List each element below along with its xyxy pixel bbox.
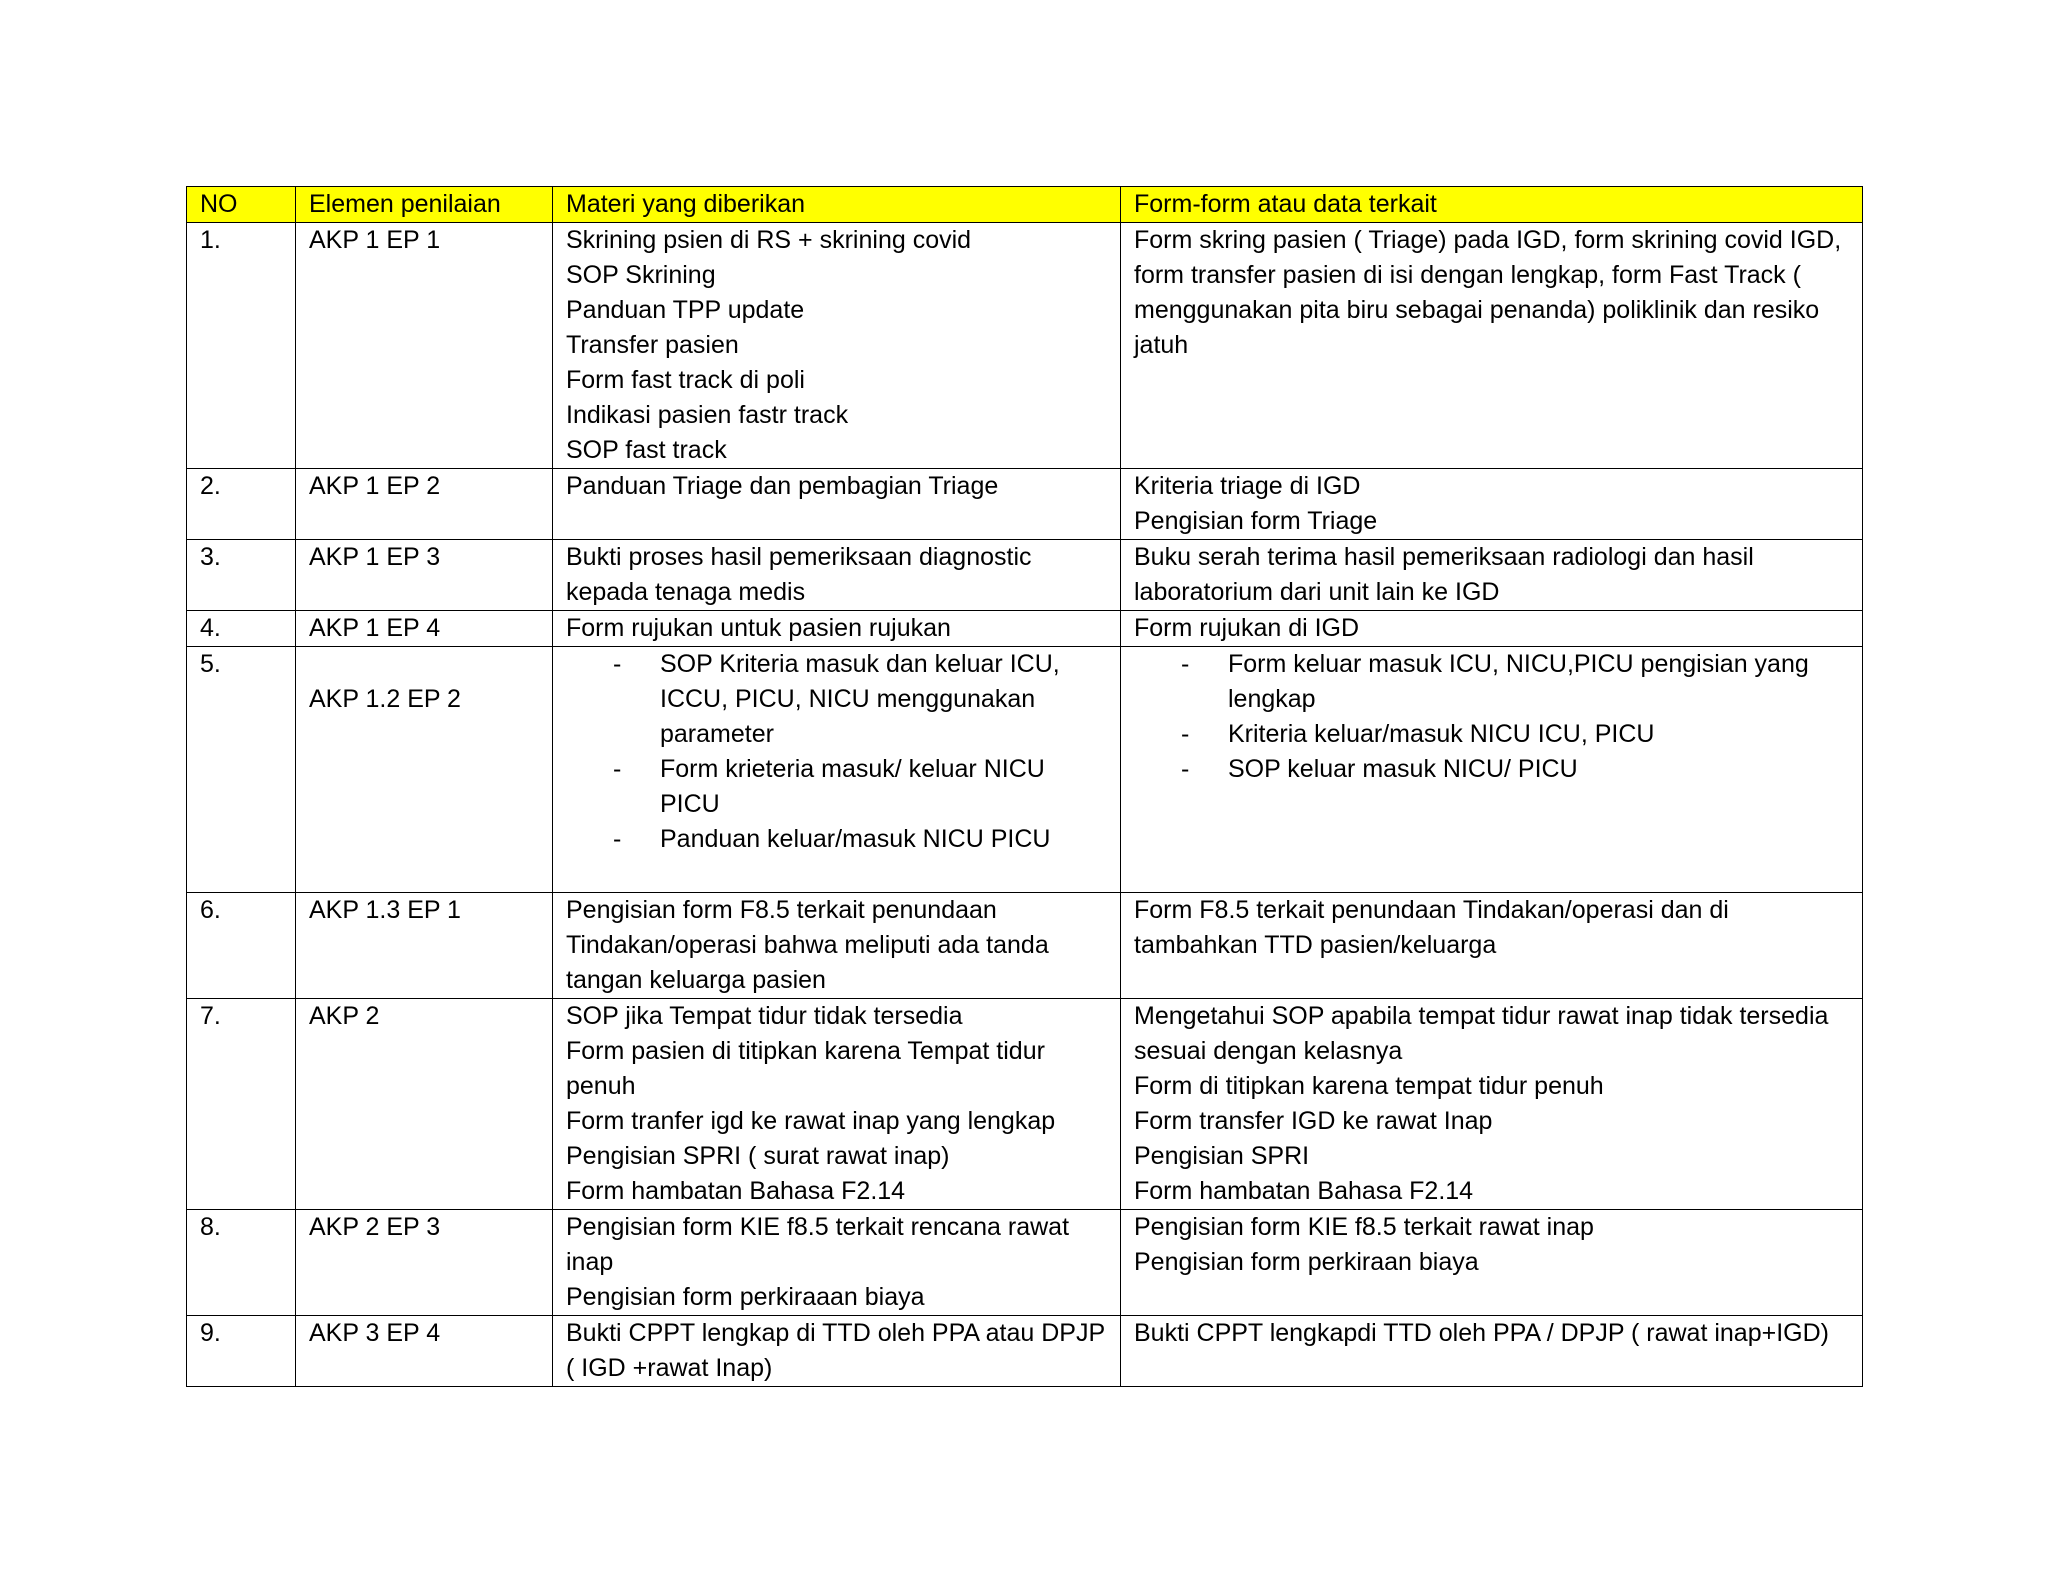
- table-row: [187, 893, 1863, 999]
- material-line: SOP jika Tempat tidur tidak tersedia: [566, 1002, 963, 1030]
- forms-line: Pengisian form KIE f8.5 terkait rawat inap: [1134, 1213, 1594, 1241]
- material-line: Form hambatan Bahasa F2.14: [566, 1177, 906, 1205]
- row-element: AKP 2 EP 3: [296, 1210, 553, 1316]
- row-material: [553, 1210, 1121, 1316]
- forms-bullet-list: [1134, 647, 1849, 787]
- row-number: 7.: [187, 999, 296, 1210]
- row-number: 8.: [187, 1210, 296, 1316]
- material-line: Pengisian form F8.5 terkait penundaan Tindakan/operasi bahwa meliputi ada tanda tangan keluarga pasien: [566, 896, 1049, 994]
- row-forms: [1121, 999, 1863, 1210]
- forms-line: Form F8.5 terkait penundaan Tindakan/operasi dan di tambahkan TTD pasien/keluarga: [1134, 896, 1729, 959]
- material-line: Form fast track di poli: [566, 366, 805, 394]
- row-forms: [1121, 540, 1863, 611]
- row-element: AKP 2: [296, 999, 553, 1210]
- table-row: [187, 469, 1863, 540]
- material-line: Panduan TPP update: [566, 296, 805, 324]
- row-forms: [1121, 223, 1863, 469]
- header-forms: Form-form atau data terkait: [1121, 187, 1863, 223]
- material-line: Form rujukan untuk pasien rujukan: [566, 614, 951, 642]
- table-body: [187, 223, 1863, 1387]
- forms-line: Bukti CPPT lengkapdi TTD oleh PPA / DPJP ( rawat inap+IGD): [1134, 1319, 1829, 1347]
- row-element: AKP 1.3 EP 1: [296, 893, 553, 999]
- forms-line: Kriteria triage di IGD: [1134, 472, 1361, 500]
- header-element: Elemen penilaian: [296, 187, 553, 223]
- row-number: 6.: [187, 893, 296, 999]
- row-forms: [1121, 611, 1863, 647]
- row-element: AKP 1 EP 1: [296, 223, 553, 469]
- row-number: 4.: [187, 611, 296, 647]
- row-forms: [1121, 647, 1863, 893]
- material-line: Form tranfer igd ke rawat inap yang lengkap: [566, 1107, 1056, 1135]
- table-row: [187, 1316, 1863, 1387]
- row-forms: [1121, 1316, 1863, 1387]
- row-number: 5.: [187, 647, 296, 893]
- table-row: [187, 647, 1863, 893]
- table-row: [187, 611, 1863, 647]
- row-number: 9.: [187, 1316, 296, 1387]
- row-material: [553, 469, 1121, 540]
- material-line: Pengisian form perkiraaan biaya: [566, 1283, 925, 1311]
- row-number: 3.: [187, 540, 296, 611]
- forms-line: Buku serah terima hasil pemeriksaan radiologi dan hasil laboratorium dari unit lain ke IGD: [1134, 543, 1754, 606]
- row-element: AKP 1 EP 4: [296, 611, 553, 647]
- row-material: [553, 223, 1121, 469]
- forms-line: Pengisian form Triage: [1134, 507, 1378, 535]
- forms-line: Form di titipkan karena tempat tidur penuh: [1134, 1072, 1604, 1100]
- forms-line: Pengisian form perkiraan biaya: [1134, 1248, 1479, 1276]
- table-row: [187, 999, 1863, 1210]
- forms-line: Mengetahui SOP apabila tempat tidur rawat inap tidak tersedia sesuai dengan kelasnya: [1134, 1002, 1829, 1065]
- row-material: [553, 1316, 1121, 1387]
- material-line: Panduan Triage dan pembagian Triage: [566, 472, 999, 500]
- material-line: Indikasi pasien fastr track: [566, 401, 849, 429]
- forms-line: Form transfer IGD ke rawat Inap: [1134, 1107, 1493, 1135]
- forms-line: Form rujukan di IGD: [1134, 614, 1360, 642]
- forms-line: Pengisian SPRI: [1134, 1142, 1310, 1170]
- row-element: AKP 1 EP 2: [296, 469, 553, 540]
- material-line: Form pasien di titipkan karena Tempat tidur penuh: [566, 1037, 1045, 1100]
- material-line: SOP Skrining: [566, 261, 716, 289]
- material-line: SOP fast track: [566, 436, 727, 464]
- material-line: Skrining psien di RS + skrining covid: [566, 226, 972, 254]
- row-element-text: AKP 1.2 EP 2: [309, 685, 461, 713]
- row-material: [553, 647, 1121, 893]
- forms-line: Form skring pasien ( Triage) pada IGD, form skrining covid IGD, form transfer pasien di isi dengan lengkap, form Fast Track ( menggunakan pita biru sebagai penanda) poliklinik dan resiko jatuh: [1134, 226, 1842, 359]
- material-bullet-list: [566, 647, 1107, 857]
- list-item: - Panduan keluar/masuk NICU PICU: [566, 822, 1107, 857]
- row-forms: [1121, 893, 1863, 999]
- table-row: [187, 540, 1863, 611]
- row-element: [296, 647, 553, 893]
- forms-line: Form hambatan Bahasa F2.14: [1134, 1177, 1474, 1205]
- material-line: Bukti proses hasil pemeriksaan diagnostic kepada tenaga medis: [566, 543, 1032, 606]
- row-forms: [1121, 1210, 1863, 1316]
- list-item: - Form keluar masuk ICU, NICU,PICU pengisian yang lengkap: [1134, 647, 1849, 717]
- row-material: [553, 540, 1121, 611]
- table-row: [187, 1210, 1863, 1316]
- material-line: Pengisian SPRI ( surat rawat inap): [566, 1142, 950, 1170]
- row-forms: [1121, 469, 1863, 540]
- material-line: Bukti CPPT lengkap di TTD oleh PPA atau DPJP ( IGD +rawat Inap): [566, 1319, 1105, 1382]
- list-item: - SOP keluar masuk NICU/ PICU: [1134, 752, 1849, 787]
- list-item: - Form krieteria masuk/ keluar NICU PICU: [566, 752, 1107, 822]
- row-material: [553, 893, 1121, 999]
- header-material: Materi yang diberikan: [553, 187, 1121, 223]
- table-header-row: [187, 187, 1863, 223]
- assessment-table: [186, 186, 1863, 1387]
- row-element: AKP 1 EP 3: [296, 540, 553, 611]
- row-element: AKP 3 EP 4: [296, 1316, 553, 1387]
- material-line: Transfer pasien: [566, 331, 739, 359]
- row-material: [553, 611, 1121, 647]
- list-item: - Kriteria keluar/masuk NICU ICU, PICU: [1134, 717, 1849, 752]
- row-material: [553, 999, 1121, 1210]
- material-line: Pengisian form KIE f8.5 terkait rencana rawat inap: [566, 1213, 1070, 1276]
- list-item: - SOP Kriteria masuk dan keluar ICU, ICCU, PICU, NICU menggunakan parameter: [566, 647, 1107, 752]
- row-number: 1.: [187, 223, 296, 469]
- row-number: 2.: [187, 469, 296, 540]
- table-row: [187, 223, 1863, 469]
- header-no: NO: [187, 187, 296, 223]
